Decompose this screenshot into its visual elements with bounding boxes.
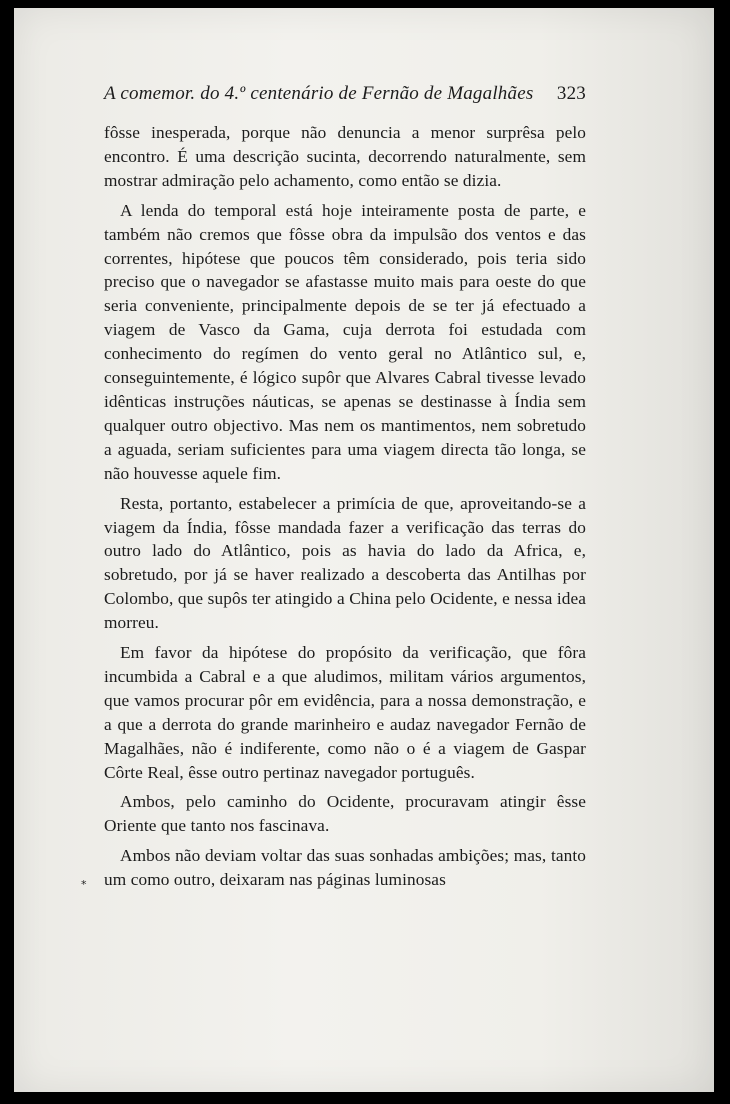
- book-page: [14, 8, 714, 1092]
- paragraph: Resta, portanto, estabelecer a primícia de que, aproveitando-se a viagem da Índia, fôsse mandada fazer a verificação das terras do outro lado do Atlântico, pois as havia do lado da Africa, e, sobretudo, por já se haver realizado a descoberta das Antilhas por Colombo, que supôs ter atingido a China pelo Ocidente, e nessa idea morreu.: [104, 493, 586, 633]
- paragraph: fôsse inesperada, porque não denuncia a menor surprêsa pelo encontro. É uma descrição sucinta, decorrendo naturalmente, sem mostrar admiração pelo achamento, como então se dizia.: [104, 123, 586, 190]
- body-text: [104, 121, 586, 892]
- signature-mark: *: [81, 878, 87, 891]
- paragraph: Ambos, pelo caminho do Ocidente, procuravam atingir êsse Oriente que tanto nos fascinava.: [104, 792, 586, 836]
- running-head: [104, 83, 586, 105]
- page-content: [104, 83, 586, 898]
- paragraph: Em favor da hipótese do propósito da verificação, que fôra incumbida a Cabral e a que aludimos, militam vários argumentos, que vamos procurar pôr em evidência, para a nossa demonstração, e a que a derrota do grande marinheiro e audaz navegador Fernão de Magalhães, não é indiferente, como não o é a viagem de Gaspar Côrte Real, êsse outro pertinaz navegador português.: [104, 643, 586, 782]
- paragraph: Ambos não deviam voltar das suas sonhadas ambições; mas, tanto um como outro, deixaram nas páginas luminosas: [104, 846, 586, 890]
- page-number: 323: [556, 83, 586, 104]
- running-title: A comemor. do 4.º centenário de Fernão de Magalhães: [104, 83, 534, 104]
- paragraph: A lenda do temporal está hoje inteiramente posta de parte, e também não cremos que fôsse obra da impulsão dos ventos e das correntes, hipótese que poucos têm considerado, pois teria sido preciso que o navegador se afastasse muito mais para oeste do que seria conveniente, principalmente depois de se ter já efectuado a viagem de Vasco da Gama, cuja derrota foi estudada com conhecimento do regímen do vento geral no Atlântico sul, e, conseguintemente, é lógico supôr que Alvares Cabral tivesse levado idênticas instruções náuticas, se apenas se destinasse à Índia sem qualquer outro objectivo. Mas nem os mantimentos, nem sobretudo a aguada, seriam suficientes para uma viagem directa tão longa, se não houvesse aquele fim.: [104, 200, 586, 483]
